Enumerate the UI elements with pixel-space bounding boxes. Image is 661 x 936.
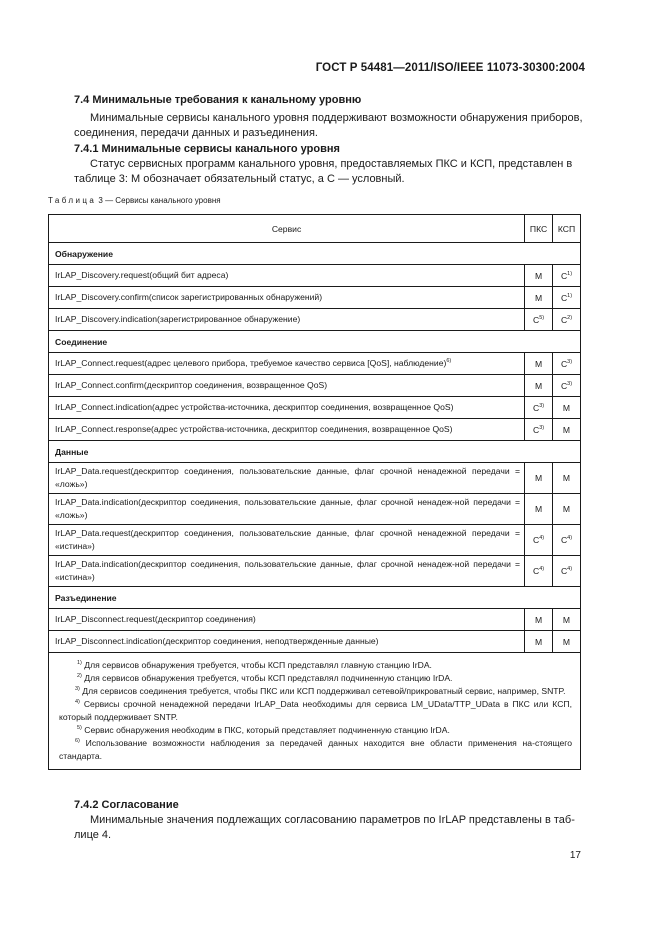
footnote-ref: 1) bbox=[567, 292, 573, 299]
footnote-mark: 3) bbox=[75, 686, 80, 692]
service-name: IrLAP_Data.indication(дескриптор соединения, пользовательские данные, флаг срочной ненадеж-ной передачи = «истина») bbox=[55, 559, 521, 582]
service-name-cell bbox=[49, 353, 525, 375]
page-number: 17 bbox=[569, 850, 581, 861]
footnote bbox=[59, 737, 572, 763]
section-7-4-2-paragraph: Минимальные значения подлежащих согласованию параметров по IrLAP представлены в таб-лице 4. bbox=[74, 814, 575, 841]
pks-status: M bbox=[534, 473, 543, 483]
footnote-mark: 6) bbox=[75, 738, 80, 744]
pks-status: C bbox=[532, 402, 540, 413]
table-row bbox=[49, 419, 581, 441]
ksp-status-cell bbox=[553, 419, 581, 441]
pks-status: M bbox=[534, 636, 543, 647]
ksp-status-cell bbox=[553, 631, 581, 653]
ksp-status-cell bbox=[553, 309, 581, 331]
section-7-4-heading: 7.4 Минимальные требования к канальному уровню bbox=[74, 94, 362, 106]
pks-status-cell bbox=[525, 375, 553, 397]
service-name: IrLAP_Data.indication(дескриптор соединения, пользовательские данные, флаг срочной ненадеж-ной передачи = «ложь») bbox=[55, 497, 521, 520]
header-service: Сервис bbox=[49, 215, 525, 243]
service-name-cell bbox=[49, 609, 525, 631]
service-name: IrLAP_Data.request(дескриптор соединения, пользовательские данные, флаг срочной ненадежной передачи = «истина») bbox=[55, 528, 521, 551]
table-row bbox=[49, 353, 581, 375]
table-row bbox=[49, 309, 581, 331]
service-name: IrLAP_Disconnect.request(дескриптор соединения) bbox=[55, 614, 256, 624]
footnote-ref: 3) bbox=[567, 380, 573, 387]
section-7-4-1-heading: 7.4.1 Минимальные сервисы канального уровня bbox=[74, 143, 340, 155]
service-name-cell bbox=[49, 631, 525, 653]
footnote-ref: 5) bbox=[539, 314, 545, 321]
footnote-mark: 1) bbox=[77, 660, 82, 666]
ksp-status: M bbox=[562, 614, 571, 625]
table-caption bbox=[48, 196, 221, 205]
pks-status: C bbox=[532, 566, 540, 576]
ksp-status-cell bbox=[553, 397, 581, 419]
ksp-status: M bbox=[562, 424, 571, 435]
section-row bbox=[49, 441, 581, 463]
service-name: IrLAP_Connect.indication(адрес устройства-источника, дескриптор соединения, возвращенное QoS) bbox=[55, 402, 454, 412]
table-row bbox=[49, 287, 581, 309]
table-header-row bbox=[49, 215, 581, 243]
service-name: IrLAP_Connect.request(адрес целевого прибора, требуемое качество сервиса [QoS], наблюдение) bbox=[55, 358, 447, 368]
pks-status: M bbox=[534, 614, 543, 625]
footnote-mark: 5) bbox=[77, 725, 82, 731]
section-title: Обнаружение bbox=[49, 243, 581, 265]
footnote bbox=[59, 659, 572, 672]
pks-status: C bbox=[532, 314, 540, 325]
pks-status-cell bbox=[525, 631, 553, 653]
service-name: IrLAP_Disconnect.indication(дескриптор соединения, неподтвержденные данные) bbox=[55, 636, 379, 646]
pks-status-cell bbox=[525, 353, 553, 375]
pks-status: M bbox=[534, 358, 543, 369]
footnote-mark: 4) bbox=[75, 699, 80, 705]
pks-status-cell bbox=[525, 309, 553, 331]
ksp-status: C bbox=[560, 566, 568, 576]
pks-status: M bbox=[534, 292, 543, 303]
table-row bbox=[49, 265, 581, 287]
ksp-status: M bbox=[562, 402, 571, 413]
pks-status-cell bbox=[525, 609, 553, 631]
pks-status: C bbox=[532, 424, 540, 435]
service-name-cell bbox=[49, 375, 525, 397]
pks-status: M bbox=[534, 270, 543, 281]
footnote-ref: 3) bbox=[567, 358, 573, 365]
service-name-cell bbox=[49, 556, 525, 587]
table-row bbox=[49, 494, 581, 525]
pks-status-cell bbox=[525, 463, 553, 494]
section-title: Данные bbox=[49, 441, 581, 463]
table-caption-prefix: Таблица bbox=[48, 196, 97, 205]
table-caption-title: 3 — Сервисы канального уровня bbox=[96, 196, 221, 205]
ksp-status: C bbox=[560, 358, 568, 369]
ksp-status: C bbox=[560, 380, 568, 391]
service-name: IrLAP_Discovery.indication(зарегистрированное обнаружение) bbox=[55, 314, 301, 324]
section-row bbox=[49, 587, 581, 609]
footnote-ref: 4) bbox=[567, 535, 573, 541]
table-row bbox=[49, 556, 581, 587]
service-name-cell bbox=[49, 287, 525, 309]
section-7-4-paragraph: Минимальные сервисы канального уровня поддерживают возможности обнаружения приборов, соединения, передачи данных и разъединения. bbox=[74, 112, 583, 139]
section-row bbox=[49, 331, 581, 353]
footnote-text: Сервисы срочной ненадежной передачи IrLAP_Data необходимы для сервиса LM_UData/TTP_UData в ПКС или КСП, который поддерживает SNTP. bbox=[59, 699, 572, 722]
service-name-cell bbox=[49, 265, 525, 287]
ksp-status-cell bbox=[553, 609, 581, 631]
pks-status-cell bbox=[525, 556, 553, 587]
ksp-status-cell bbox=[553, 525, 581, 556]
table-notes bbox=[49, 653, 581, 770]
pks-status: C bbox=[532, 535, 540, 545]
notes-row bbox=[49, 653, 581, 770]
ksp-status: C bbox=[560, 270, 568, 281]
ksp-status: M bbox=[562, 473, 571, 483]
document-header: ГОСТ Р 54481—2011/ISO/IEEE 11073-30300:2004 bbox=[315, 62, 585, 74]
ksp-status-cell bbox=[553, 265, 581, 287]
footnote-ref: 4) bbox=[567, 566, 573, 572]
service-name: IrLAP_Discovery.confirm(список зарегистрированных обнаружений) bbox=[55, 292, 323, 302]
section-title: Разъединение bbox=[49, 587, 581, 609]
ksp-status-cell bbox=[553, 375, 581, 397]
footnote-ref: 3) bbox=[539, 424, 545, 431]
ksp-status-cell bbox=[553, 494, 581, 525]
pks-status-cell bbox=[525, 265, 553, 287]
header-pks: ПКС bbox=[525, 215, 553, 243]
service-name: IrLAP_Data.request(дескриптор соединения, пользовательские данные, флаг срочной ненадежной передачи = «ложь») bbox=[55, 466, 521, 489]
footnote-ref: 6) bbox=[446, 358, 452, 364]
footnote bbox=[59, 724, 572, 737]
service-name-cell bbox=[49, 309, 525, 331]
footnote bbox=[59, 685, 572, 698]
service-name-cell bbox=[49, 525, 525, 556]
section-7-4-1-paragraph: Статус сервисных программ канального уровня, предоставляемых ПКС и КСП, представлен в таблице 3: М обозначает обязательный статус, а С — условный. bbox=[74, 158, 573, 185]
service-name-cell bbox=[49, 419, 525, 441]
ksp-status: M bbox=[562, 636, 571, 647]
footnote-ref: 4) bbox=[539, 566, 545, 572]
service-name-cell bbox=[49, 494, 525, 525]
footnote-text: Для сервисов обнаружения требуется, чтобы КСП представлял подчиненную станцию IrDA. bbox=[81, 673, 453, 683]
footnote-ref: 2) bbox=[567, 314, 573, 321]
footnote-mark: 2) bbox=[77, 673, 82, 679]
footnote bbox=[59, 698, 572, 724]
section-row bbox=[49, 243, 581, 265]
pks-status-cell bbox=[525, 419, 553, 441]
footnote-text: Использование возможности наблюдения за передачей данных находится вне области применения на-стоящего стандарта. bbox=[59, 738, 572, 761]
footnote-ref: 4) bbox=[539, 535, 545, 541]
pks-status-cell bbox=[525, 525, 553, 556]
ksp-status-cell bbox=[553, 287, 581, 309]
header-ksp: КСП bbox=[553, 215, 581, 243]
section-7-4-2-heading: 7.4.2 Согласование bbox=[74, 799, 179, 811]
table-row bbox=[49, 397, 581, 419]
ksp-status-cell bbox=[553, 463, 581, 494]
services-table bbox=[48, 214, 581, 770]
table-row bbox=[49, 525, 581, 556]
pks-status-cell bbox=[525, 397, 553, 419]
ksp-status: C bbox=[560, 292, 568, 303]
footnote-ref: 3) bbox=[539, 402, 545, 409]
service-name-cell bbox=[49, 397, 525, 419]
pks-status: M bbox=[534, 504, 543, 514]
footnote bbox=[59, 672, 572, 685]
service-name: IrLAP_Connect.confirm(дескриптор соединения, возвращенное QoS) bbox=[55, 380, 328, 390]
table-row bbox=[49, 609, 581, 631]
service-name-cell bbox=[49, 463, 525, 494]
service-name: IrLAP_Discovery.request(общий бит адреса) bbox=[55, 270, 229, 280]
ksp-status: M bbox=[562, 504, 571, 514]
pks-status-cell bbox=[525, 287, 553, 309]
table-row bbox=[49, 463, 581, 494]
footnote-ref: 1) bbox=[567, 270, 573, 277]
ksp-status-cell bbox=[553, 353, 581, 375]
footnote-text: Для сервисов обнаружения требуется, чтобы КСП представлял главную станцию IrDA. bbox=[81, 660, 432, 670]
pks-status: M bbox=[534, 380, 543, 391]
footnote-text: Сервис обнаружения необходим в ПКС, который представляет подчиненную станцию IrDA. bbox=[81, 725, 450, 735]
ksp-status: C bbox=[560, 314, 568, 325]
ksp-status-cell bbox=[553, 556, 581, 587]
footnote-text: Для сервисов соединения требуется, чтобы ПКС или КСП поддерживал сетевой/прикроватный сервис, например, SNTP. bbox=[79, 686, 566, 696]
pks-status-cell bbox=[525, 494, 553, 525]
services-table-body bbox=[49, 215, 581, 770]
service-name: IrLAP_Connect.response(адрес устройства-источника, дескриптор соединения, возвращенное QoS) bbox=[55, 424, 453, 434]
table-row bbox=[49, 375, 581, 397]
section-title: Соединение bbox=[49, 331, 581, 353]
ksp-status: C bbox=[560, 535, 568, 545]
table-row bbox=[49, 631, 581, 653]
